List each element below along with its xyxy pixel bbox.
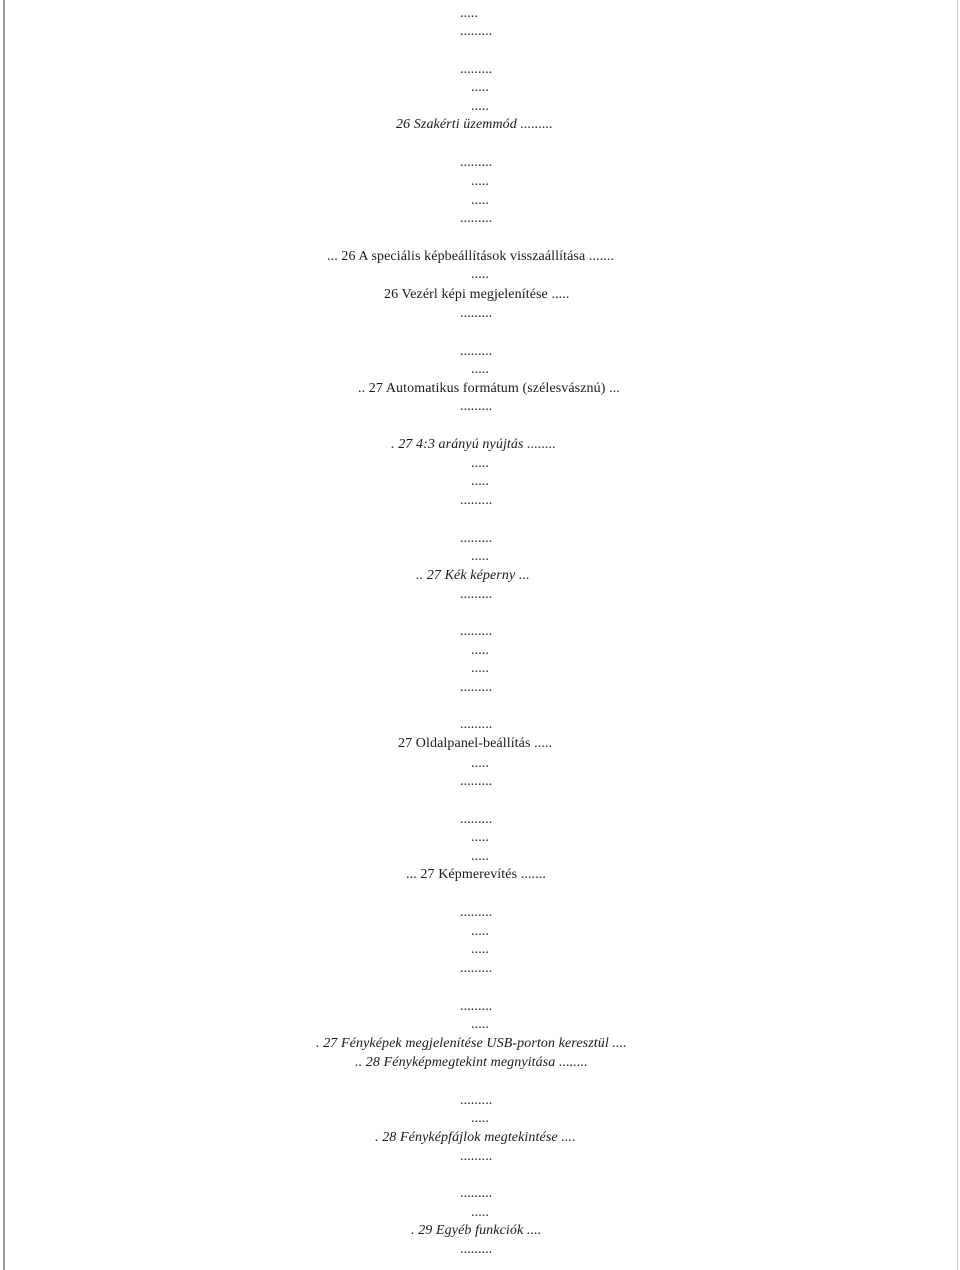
- toc-line: .....: [471, 1017, 489, 1032]
- toc-line: .........: [460, 961, 493, 976]
- toc-line: .....: [471, 849, 489, 864]
- toc-line: .....: [471, 661, 489, 676]
- toc-line: .........: [460, 62, 493, 77]
- toc-line: .........: [460, 344, 493, 359]
- toc-entry[interactable]: .. 28 Fényképmegtekint megnyitása ........: [355, 1055, 588, 1070]
- toc-entry[interactable]: ... 27 Képmerevítés .......: [406, 867, 546, 882]
- toc-line: .....: [471, 80, 489, 95]
- toc-entry[interactable]: 26 Vezérl képi megjelenítése .....: [384, 287, 570, 302]
- toc-entry[interactable]: 26 Szakérti üzemmód .........: [396, 117, 553, 132]
- toc-entry[interactable]: .. 27 Automatikus formátum (szélesvásznú) ...: [358, 381, 620, 396]
- toc-entry[interactable]: ... 26 A speciális képbeállítások visszaállítása .......: [327, 249, 615, 264]
- toc-line: .........: [460, 1093, 493, 1108]
- toc-line: .........: [460, 717, 493, 732]
- toc-line: .....: [471, 1205, 489, 1220]
- toc-line: .....: [471, 174, 489, 189]
- toc-entry[interactable]: . 27 4:3 arányú nyújtás ........: [391, 437, 556, 452]
- toc-line: .....: [471, 830, 489, 845]
- toc-line: .........: [460, 774, 493, 789]
- toc-entry[interactable]: . 28 Fényképfájlok megtekintése ....: [375, 1130, 576, 1145]
- toc-line: .........: [460, 306, 493, 321]
- toc-line: .........: [460, 493, 493, 508]
- toc-line: .....: [471, 362, 489, 377]
- toc-line: .........: [460, 1149, 493, 1164]
- toc-line: .........: [460, 624, 493, 639]
- toc-line: .....: [471, 756, 489, 771]
- toc-line: .....: [460, 6, 478, 21]
- toc-line: .....: [471, 643, 489, 658]
- toc-entry[interactable]: . 29 Egyéb funkciók ....: [411, 1223, 542, 1238]
- toc-entry[interactable]: .. 27 Kék képerny ...: [416, 568, 530, 583]
- toc-line: .........: [460, 155, 493, 170]
- toc-line: .........: [460, 1242, 493, 1257]
- toc-entry[interactable]: 27 Oldalpanel-beállítás .....: [398, 736, 553, 751]
- toc-line: .....: [471, 193, 489, 208]
- toc-line: .....: [471, 456, 489, 471]
- toc-line: .....: [471, 474, 489, 489]
- toc-line: .....: [471, 942, 489, 957]
- toc-line: .....: [471, 549, 489, 564]
- toc-line: .........: [460, 531, 493, 546]
- toc-line: .........: [460, 812, 493, 827]
- toc-line: .........: [460, 680, 493, 695]
- toc-line: .........: [460, 999, 493, 1014]
- toc-entry[interactable]: . 27 Fényképek megjelenítése USB-porton keresztül ....: [316, 1036, 627, 1051]
- toc-line: .........: [460, 399, 493, 414]
- toc-line: .........: [460, 1186, 493, 1201]
- toc-line: .....: [471, 1111, 489, 1126]
- toc-line: .....: [471, 924, 489, 939]
- toc-line: .........: [460, 24, 493, 39]
- toc-line: .........: [460, 211, 493, 226]
- toc-line: .....: [471, 267, 489, 282]
- toc-line: .........: [460, 587, 493, 602]
- toc-line: .........: [460, 905, 493, 920]
- toc-line: .....: [471, 99, 489, 114]
